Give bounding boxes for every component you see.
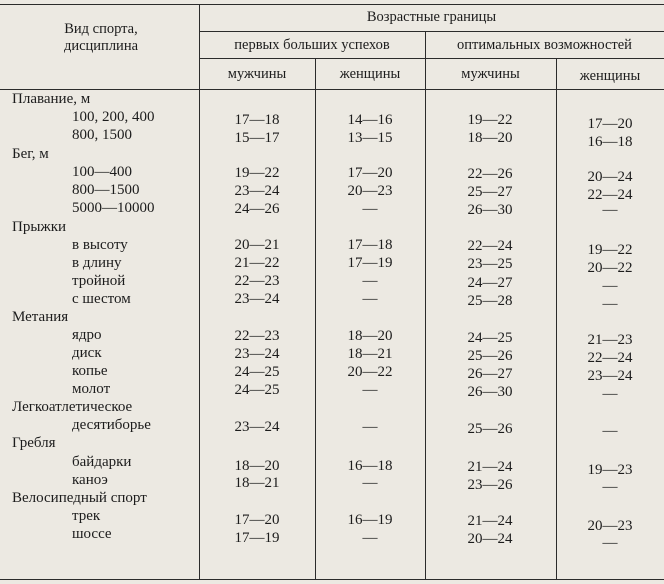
cell-men-optimal: 23—25 (467, 256, 513, 272)
cell-women-optimal: 16—18 (587, 134, 633, 150)
cell-men-first: 18—20 (234, 458, 280, 474)
cell-women-optimal: — (602, 423, 618, 439)
cell-men-first: 18—21 (234, 475, 280, 491)
cell-women-first: — (362, 291, 378, 307)
cell-women-optimal: 23—24 (587, 368, 633, 384)
cell-women-first: — (362, 475, 378, 491)
cell-women-optimal: 22—24 (587, 187, 633, 203)
category-label: Плавание, м (12, 91, 91, 107)
header-rule-2 (199, 58, 664, 59)
discipline-label: ядро (72, 327, 102, 343)
header-first-success: первых больших успехов (234, 37, 390, 53)
category-label: Бег, м (12, 146, 49, 162)
cell-women-first: 17—19 (347, 255, 393, 271)
col-divider-1 (199, 4, 200, 580)
cell-men-optimal: 23—26 (467, 477, 513, 493)
discipline-label: шоссе (72, 526, 112, 542)
cell-women-optimal: — (602, 296, 618, 312)
cell-women-first: — (362, 530, 378, 546)
discipline-label: копье (72, 363, 108, 379)
cell-women-first: — (362, 419, 378, 435)
cell-men-optimal: 24—27 (467, 275, 513, 291)
cell-women-optimal: 22—24 (587, 350, 633, 366)
table-top-rule (0, 4, 664, 5)
cell-men-optimal: 25—28 (467, 293, 513, 309)
cell-men-optimal: 21—24 (467, 459, 513, 475)
cell-women-first: 18—20 (347, 328, 393, 344)
discipline-label: 800—1500 (72, 182, 140, 198)
cell-men-optimal: 20—24 (467, 531, 513, 547)
discipline-label: каноэ (72, 472, 108, 488)
cell-women-optimal: 19—22 (587, 242, 633, 258)
cell-men-first: 17—19 (234, 530, 280, 546)
cell-women-optimal: — (602, 535, 618, 551)
cell-men-first: 17—18 (234, 112, 280, 128)
cell-women-optimal: 20—23 (587, 518, 633, 534)
discipline-label: 100, 200, 400 (72, 109, 155, 125)
cell-women-first: 20—23 (347, 183, 393, 199)
cell-men-first: 24—25 (234, 382, 280, 398)
header-optimal: оптимальных возможностей (457, 37, 632, 53)
col-divider-4 (556, 58, 557, 580)
discipline-label: трек (72, 508, 101, 524)
cell-women-optimal: 19—23 (587, 462, 633, 478)
cell-men-first: 22—23 (234, 273, 280, 289)
discipline-label: байдарки (72, 454, 132, 470)
cell-men-first: 24—26 (234, 201, 280, 217)
discipline-label: 5000—10000 (72, 200, 155, 216)
category-label: Гребля (12, 435, 56, 451)
cell-men-first: 23—24 (234, 419, 280, 435)
header-women-optimal: женщины (579, 68, 641, 84)
cell-men-optimal: 25—26 (467, 348, 513, 364)
category-label: Метания (12, 309, 69, 325)
cell-women-optimal: — (602, 278, 618, 294)
cell-women-optimal: 20—24 (587, 169, 633, 185)
cell-women-first: — (362, 382, 378, 398)
cell-men-first: 21—22 (234, 255, 280, 271)
cell-women-optimal: 20—22 (587, 260, 633, 276)
cell-women-first: 16—19 (347, 512, 393, 528)
cell-men-optimal: 19—22 (467, 112, 513, 128)
cell-women-optimal: — (602, 386, 618, 402)
cell-men-optimal: 26—27 (467, 366, 513, 382)
col-divider-2 (315, 58, 316, 580)
cell-men-first: 20—21 (234, 237, 280, 253)
discipline-label: с шестом (72, 291, 131, 307)
discipline-label: диск (72, 345, 102, 361)
cell-men-first: 17—20 (234, 512, 280, 528)
cell-women-first: 17—20 (347, 165, 393, 181)
cell-men-optimal: 26—30 (467, 202, 513, 218)
category-label: Прыжки (12, 219, 67, 235)
discipline-label: в длину (72, 255, 122, 271)
col-divider-3 (425, 31, 426, 580)
cell-women-first: 14—16 (347, 112, 393, 128)
cell-men-first: 23—24 (234, 291, 280, 307)
cell-women-first: 16—18 (347, 458, 393, 474)
discipline-label: 100—400 (72, 164, 132, 180)
cell-women-first: 20—22 (347, 364, 393, 380)
cell-women-first: 18—21 (347, 346, 393, 362)
cell-men-first: 19—22 (234, 165, 280, 181)
cell-men-optimal: 24—25 (467, 330, 513, 346)
header-rule-1 (199, 31, 664, 32)
discipline-label: десятиборье (72, 417, 151, 433)
category-label: Легкоатлетическое (12, 399, 133, 415)
cell-men-optimal: 26—30 (467, 384, 513, 400)
cell-women-optimal: — (602, 479, 618, 495)
discipline-label: молот (72, 381, 111, 397)
header-bottom-rule (0, 89, 664, 90)
cell-women-first: — (362, 273, 378, 289)
header-men-first: мужчины (227, 66, 287, 82)
cell-men-first: 23—24 (234, 346, 280, 362)
cell-men-optimal: 21—24 (467, 513, 513, 529)
cell-men-optimal: 25—27 (467, 184, 513, 200)
discipline-label: в высоту (72, 237, 128, 253)
cell-men-optimal: 22—24 (467, 238, 513, 254)
discipline-label: 800, 1500 (72, 127, 132, 143)
cell-men-first: 23—24 (234, 183, 280, 199)
cell-women-optimal: 21—23 (587, 332, 633, 348)
cell-women-first: 13—15 (347, 130, 393, 146)
cell-women-optimal: 17—20 (587, 116, 633, 132)
header-age-limits: Возрастные границы (366, 9, 497, 25)
cell-women-optimal: — (602, 202, 618, 218)
header-men-optimal: мужчины (461, 66, 520, 82)
header-sport: Вид спорта, дисциплина (63, 21, 139, 54)
category-label: Велосипедный спорт (12, 490, 147, 506)
table-bottom-rule (0, 579, 664, 580)
cell-men-first: 24—25 (234, 364, 280, 380)
cell-men-optimal: 25—26 (467, 421, 513, 437)
cell-men-first: 22—23 (234, 328, 280, 344)
cell-women-first: — (362, 201, 378, 217)
cell-men-optimal: 18—20 (467, 130, 513, 146)
cell-women-first: 17—18 (347, 237, 393, 253)
discipline-label: тройной (72, 273, 126, 289)
cell-men-optimal: 22—26 (467, 166, 513, 182)
header-women-first: женщины (339, 66, 401, 82)
cell-men-first: 15—17 (234, 130, 280, 146)
